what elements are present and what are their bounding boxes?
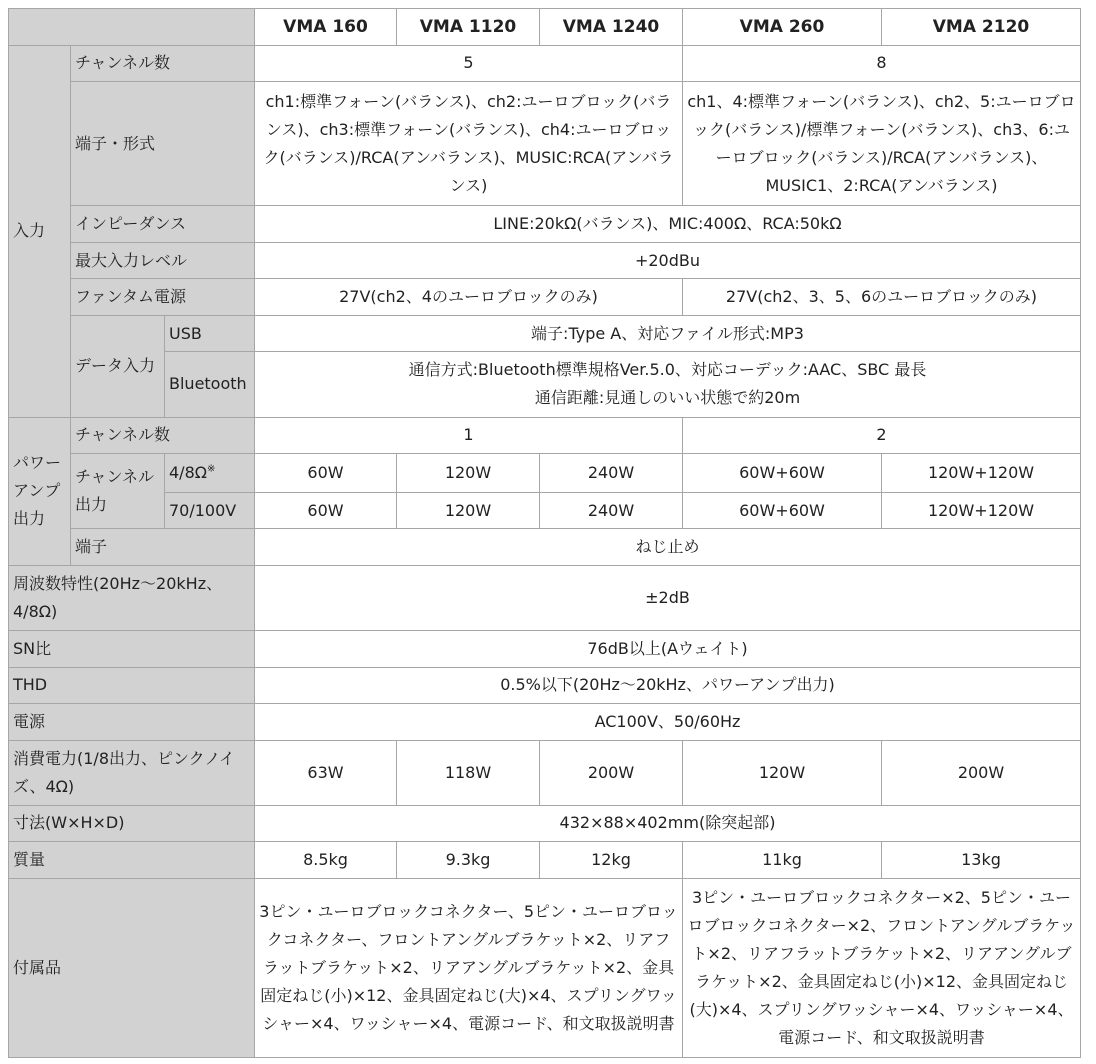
row-amp-channels [9, 417, 1081, 454]
value-cell: 120W+120W [882, 492, 1081, 529]
value-cell: 1 [255, 417, 683, 454]
value-cell: 60W+60W [683, 492, 882, 529]
value-cell: 118W [397, 740, 540, 805]
value-cell: 12kg [540, 842, 683, 879]
row-output-ohm [9, 454, 1081, 493]
model-header: VMA 2120 [882, 9, 1081, 46]
value-cell: 60W [255, 454, 397, 493]
model-header: VMA 260 [683, 9, 882, 46]
row-bluetooth [9, 352, 1081, 417]
row-dimensions [9, 805, 1081, 842]
value-cell: 120W [397, 492, 540, 529]
label-thd: THD [9, 667, 255, 704]
row-output-v [9, 492, 1081, 529]
value-cell: 240W [540, 492, 683, 529]
label-bluetooth: Bluetooth [165, 352, 255, 417]
label-dimensions: 寸法(W×H×D) [9, 805, 255, 842]
value-cell: ねじ止め [255, 529, 1081, 566]
value-cell: AC100V、50/60Hz [255, 704, 1081, 741]
row-input-terminal [9, 82, 1081, 206]
value-cell: 200W [882, 740, 1081, 805]
ohm-note: ※ [206, 463, 216, 475]
value-cell: ch1、4:標準フォーン(バランス)、ch2、5:ユーロブロック(バランス)/標準フォーン(バランス)、ch3、6:ユーロブロック(バランス)/RCA(アンバランス)、MUSIC1、2:RCA(アンバランス) [683, 82, 1081, 206]
value-cell: 432×88×402mm(除突起部) [255, 805, 1081, 842]
label-consumption: 消費電力(1/8出力、ピンクノイズ、4Ω) [9, 740, 255, 805]
row-usb [9, 315, 1081, 352]
row-accessories [9, 878, 1081, 1057]
header-row [9, 9, 1081, 46]
label-amp-channels: チャンネル数 [71, 417, 255, 454]
label-sn: SN比 [9, 630, 255, 667]
value-cell: 13kg [882, 842, 1081, 879]
value-cell: 5 [255, 45, 683, 82]
row-sn [9, 630, 1081, 667]
value-cell: +20dBu [255, 242, 1081, 279]
value-cell: 27V(ch2、4のユーロブロックのみ) [255, 279, 683, 316]
label-mass: 質量 [9, 842, 255, 879]
row-amp-terminal [9, 529, 1081, 566]
value-cell: 11kg [683, 842, 882, 879]
group-power-amp: パワーアンプ出力 [9, 417, 71, 565]
label-impedance: インピーダンス [71, 206, 255, 243]
value-cell: 8.5kg [255, 842, 397, 879]
value-cell: 240W [540, 454, 683, 493]
label-amp-terminal: 端子 [71, 529, 255, 566]
value-cell: 27V(ch2、3、5、6のユーロブロックのみ) [683, 279, 1081, 316]
label-ohm [165, 454, 255, 493]
value-cell: 3ピン・ユーロブロックコネクター×2、5ピン・ユーロブロックコネクター×2、フロントアングルブラケット×2、リアフラットブラケット×2、リアアングルブラケット×2、金具固定ねじ(小)×12、金具固定ねじ(大)×4、スプリングワッシャー×4、ワッシャー×4、電源コード、和文取扱説明書 [683, 878, 1081, 1057]
row-thd [9, 667, 1081, 704]
value-cell: 63W [255, 740, 397, 805]
row-mass [9, 842, 1081, 879]
value-cell: 60W+60W [683, 454, 882, 493]
row-impedance [9, 206, 1081, 243]
value-cell: 200W [540, 740, 683, 805]
spec-table [8, 8, 1081, 1058]
row-max-level [9, 242, 1081, 279]
label-max-level: 最大入力レベル [71, 242, 255, 279]
row-phantom [9, 279, 1081, 316]
label-input-channels: チャンネル数 [71, 45, 255, 82]
value-cell: 76dB以上(Aウェイト) [255, 630, 1081, 667]
label-accessories: 付属品 [9, 878, 255, 1057]
row-power-supply [9, 704, 1081, 741]
label-input-terminal: 端子・形式 [71, 82, 255, 206]
row-freq [9, 565, 1081, 630]
label-freq: 周波数特性(20Hz〜20kHz、4/8Ω) [9, 565, 255, 630]
value-cell: 8 [683, 45, 1081, 82]
model-header: VMA 1240 [540, 9, 683, 46]
value-cell: ch1:標準フォーン(バランス)、ch2:ユーロブロック(バランス)、ch3:標準フォーン(バランス)、ch4:ユーロブロック(バランス)/RCA(アンバランス)、MUSIC:RCA(アンバランス) [255, 82, 683, 206]
label-usb: USB [165, 315, 255, 352]
model-header: VMA 1120 [397, 9, 540, 46]
header-corner [9, 9, 255, 46]
value-cell: LINE:20kΩ(バランス)、MIC:400Ω、RCA:50kΩ [255, 206, 1081, 243]
value-cell: 120W [683, 740, 882, 805]
value-cell: 9.3kg [397, 842, 540, 879]
value-cell: 3ピン・ユーロブロックコネクター、5ピン・ユーロブロックコネクター、フロントアングルブラケット×2、リアフラットブラケット×2、リアアングルブラケット×2、金具固定ねじ(小)×12、金具固定ねじ(大)×4、スプリングワッシャー×4、ワッシャー×4、電源コード、和文取扱説明書 [255, 878, 683, 1057]
value-cell: 通信方式:Bluetooth標準規格Ver.5.0、対応コーデック:AAC、SBC 最長通信距離:見通しのいい状態で約20m [255, 352, 1081, 417]
label-power-supply: 電源 [9, 704, 255, 741]
value-cell: 2 [683, 417, 1081, 454]
label-phantom: ファンタム電源 [71, 279, 255, 316]
group-input: 入力 [9, 45, 71, 417]
label-data-input: データ入力 [71, 315, 165, 417]
value-cell: 0.5%以下(20Hz〜20kHz、パワーアンプ出力) [255, 667, 1081, 704]
row-consumption [9, 740, 1081, 805]
label-70-100v: 70/100V [165, 492, 255, 529]
row-input-channels [9, 45, 1081, 82]
model-header: VMA 160 [255, 9, 397, 46]
value-cell: 60W [255, 492, 397, 529]
value-cell: 120W+120W [882, 454, 1081, 493]
value-cell: 端子:Type A、対応ファイル形式:MP3 [255, 315, 1081, 352]
ohm-label: 4/8Ω [169, 462, 207, 482]
value-cell: 120W [397, 454, 540, 493]
value-cell: ±2dB [255, 565, 1081, 630]
label-channel-output: チャンネル出力 [71, 454, 165, 529]
